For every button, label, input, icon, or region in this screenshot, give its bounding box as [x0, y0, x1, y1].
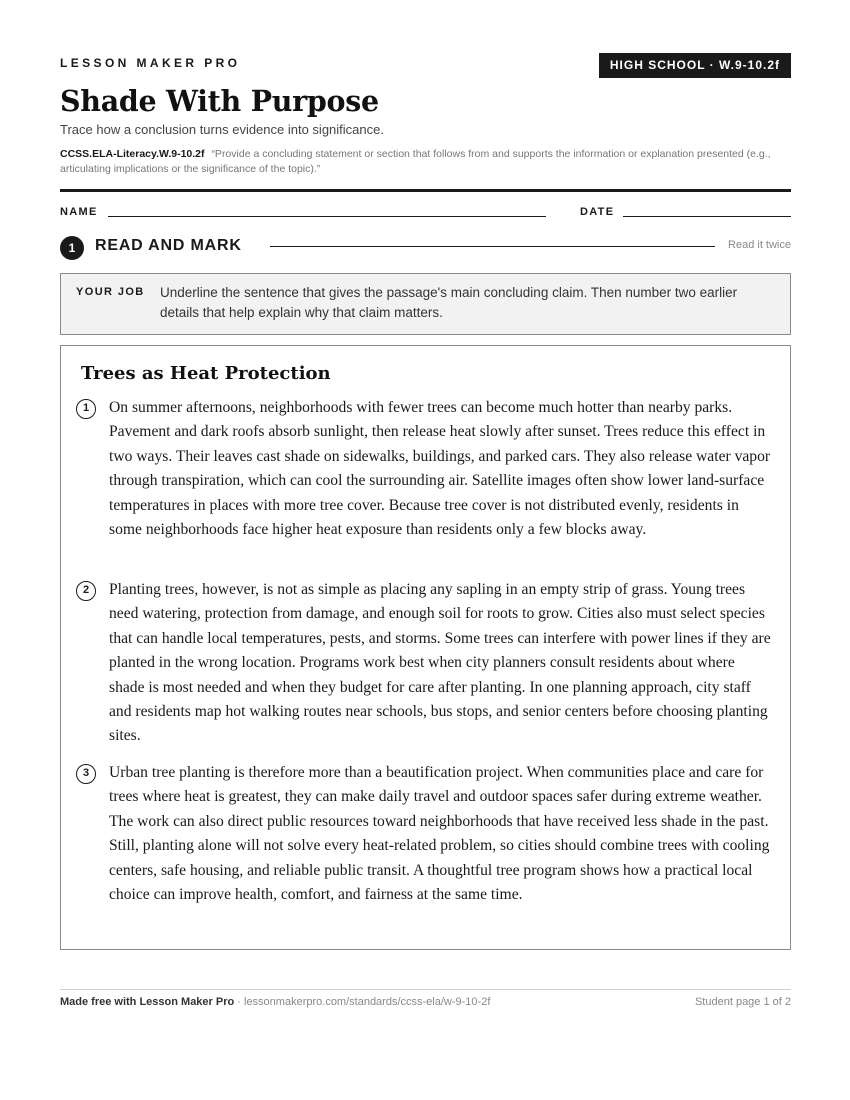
paragraph-number: 3 — [76, 764, 96, 784]
date-field[interactable] — [623, 216, 791, 217]
instructions-label: YOUR JOB — [76, 286, 145, 298]
page-indicator: Student page 1 of 2 — [694, 996, 791, 1008]
standard-description — [60, 147, 791, 177]
section-title: READ AND MARK — [95, 237, 242, 254]
passage-paragraph: Urban tree planting is therefore more than a beautification project. When communities place and care for trees where heat is greatest, they can make daily travel and outdoor spaces safer during extreme weather. The work can also direct public resources toward neighborhoods that have received less shade in the past. Still, planting alone will not solve every heat-related problem, so cities should combine trees with cooling centers, safe housing, and reliable public transit. A thoughtful tree program shows how a practical local choice can improve health, comfort, and fairness at the same time. — [109, 764, 770, 904]
reading-passage — [60, 345, 791, 950]
page-subtitle: Trace how a conclusion turns evidence into significance. — [60, 122, 384, 137]
paragraph-number: 2 — [76, 581, 96, 601]
section-note: Read it twice — [728, 239, 791, 251]
footer-made-with: Made free with Lesson Maker Pro — [60, 996, 235, 1008]
footer-divider — [60, 989, 791, 990]
name-label: NAME — [60, 206, 98, 218]
section-divider — [270, 246, 715, 247]
footer-credit — [60, 996, 490, 1008]
header-divider — [60, 189, 791, 192]
date-label: DATE — [580, 206, 615, 218]
passage-title: Trees as Heat Protection — [81, 363, 331, 384]
footer-url-link[interactable]: lessonmakerpro.com/standards/ccss-ela/w-9-10-2f — [244, 996, 491, 1008]
brand-name: LESSON MAKER PRO — [60, 56, 241, 70]
passage-paragraph: Planting trees, however, is not as simple as placing any sapling in an empty strip of grass. Young trees need watering, protection from damage, and enough soil for roots to grow. Cities also must select species that can handle local temperatures, pests, and storms. Some trees can interfere with power lines if they are planted in the wrong location. Programs work best when city planners consult residents about where shade is most needed and when they budget for care after planting. In one planning approach, city staff and residents map hot walking routes near schools, bus stops, and senior centers before choosing planting sites. — [109, 581, 771, 745]
standard-code: CCSS.ELA-Literacy.W.9-10.2f — [60, 148, 205, 160]
instructions-box — [60, 273, 791, 335]
worksheet-page — [60, 0, 791, 1100]
level-badge: HIGH SCHOOL · W.9-10.2f — [599, 53, 791, 78]
section-number-badge: 1 — [60, 236, 84, 260]
footer-separator: · — [234, 996, 244, 1008]
passage-paragraph: On summer afternoons, neighborhoods with fewer trees can become much hotter than nearby parks. Pavement and dark roofs absorb sunlight, then release heat slowly after sunset. Trees reduce this effect in two ways. Their leaves cast shade on sidewalks, buildings, and parked cars. They also release water vapor through transpiration, which can cool the surrounding air. Satellite images often show lower land-surface temperatures in places with more tree cover. Because tree cover is not distributed evenly, residents in some neighborhoods face higher heat exposure than residents only a few blocks away. — [109, 399, 771, 539]
instructions-text: Underline the sentence that gives the passage's main concluding claim. Then number two earlier details that help explain why that claim matters. — [160, 285, 738, 320]
paragraph-number: 1 — [76, 399, 96, 419]
name-field[interactable] — [108, 216, 546, 217]
page-title: Shade With Purpose — [60, 84, 379, 118]
standard-text: “Provide a concluding statement or section that follows from and supports the information or explanation presented (e.g., articulating implications or the significance of the topic).” — [60, 148, 771, 175]
